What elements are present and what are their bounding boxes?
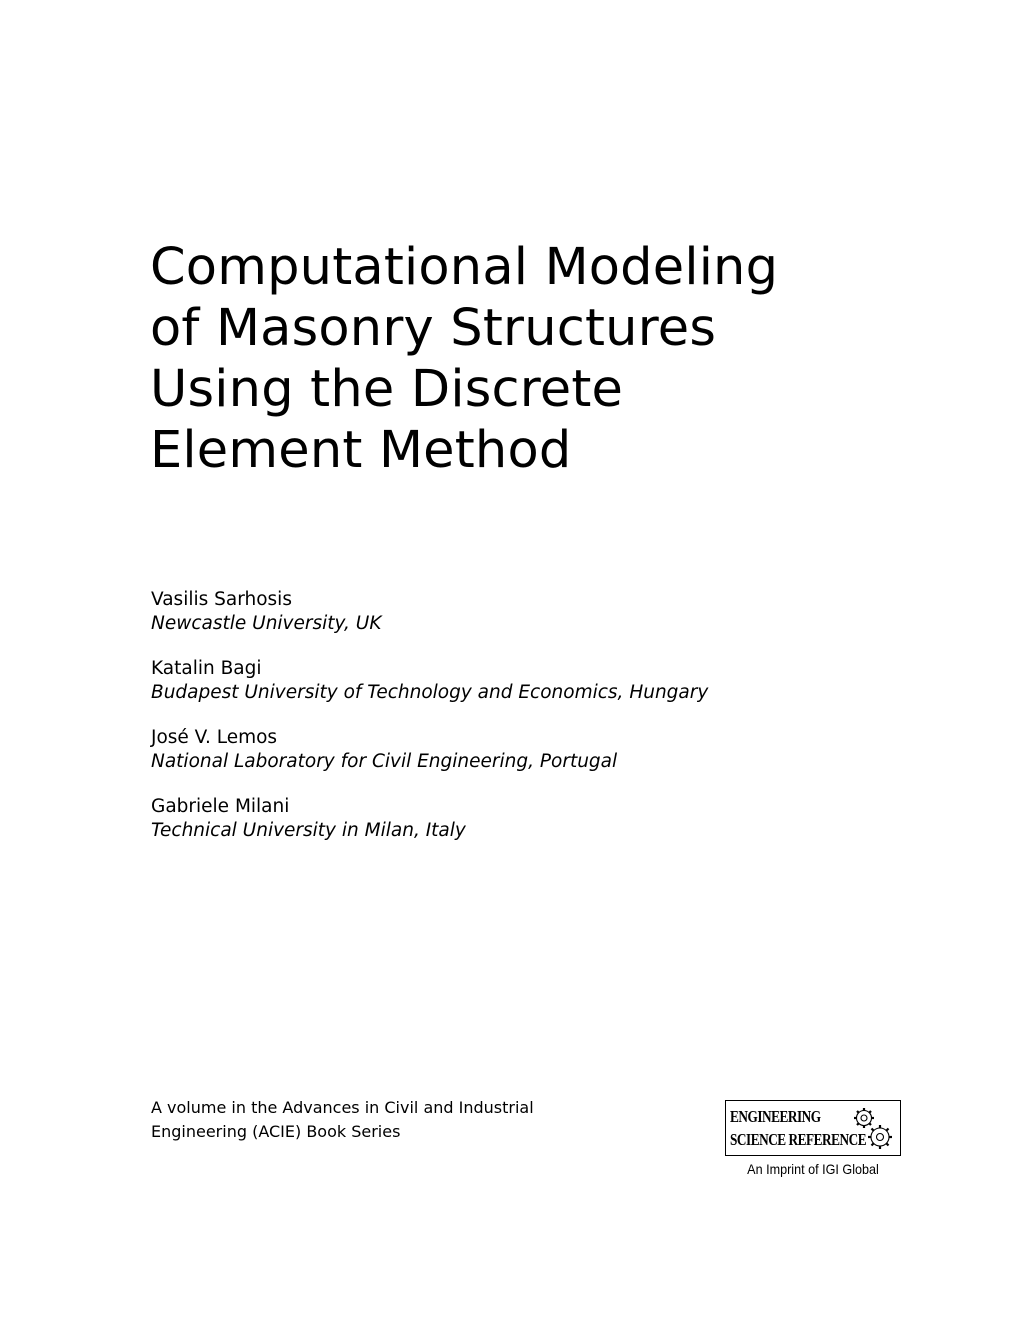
author-affiliation: Budapest University of Technology and Economics, Hungary — [151, 682, 709, 703]
publisher-logo — [725, 1100, 905, 1178]
author-name: Gabriele Milani — [151, 796, 290, 817]
author-name: Katalin Bagi — [151, 658, 262, 679]
author-entry — [151, 795, 951, 843]
series-line: A volume in the Advances in Civil and Industrial — [151, 1098, 534, 1117]
title-line: Element Method — [150, 421, 572, 480]
publisher-imprint: An Imprint of IGI Global — [747, 1161, 879, 1177]
author-entry — [151, 588, 951, 636]
author-list — [151, 588, 951, 864]
author-name: José V. Lemos — [151, 727, 278, 748]
book-series-note — [151, 1096, 651, 1144]
author-entry — [151, 726, 951, 774]
logo-word-engineering: ENGINEERING — [730, 1107, 821, 1126]
logo-word-science-reference: SCIENCE REFERENCE — [730, 1130, 867, 1149]
series-line: Engineering (ACIE) Book Series — [151, 1122, 401, 1141]
author-affiliation: Newcastle University, UK — [151, 613, 382, 634]
gear-icon — [847, 1103, 897, 1153]
title-line: Using the Discrete — [150, 360, 624, 419]
author-name: Vasilis Sarhosis — [151, 589, 292, 610]
author-affiliation: National Laboratory for Civil Engineering, Portugal — [151, 751, 618, 772]
author-entry — [151, 657, 951, 705]
author-affiliation: Technical University in Milan, Italy — [151, 820, 466, 841]
book-title — [150, 237, 970, 481]
publisher-logo-box — [725, 1100, 901, 1156]
title-line: of Masonry Structures — [150, 299, 717, 358]
title-line: Computational Modeling — [150, 238, 779, 297]
